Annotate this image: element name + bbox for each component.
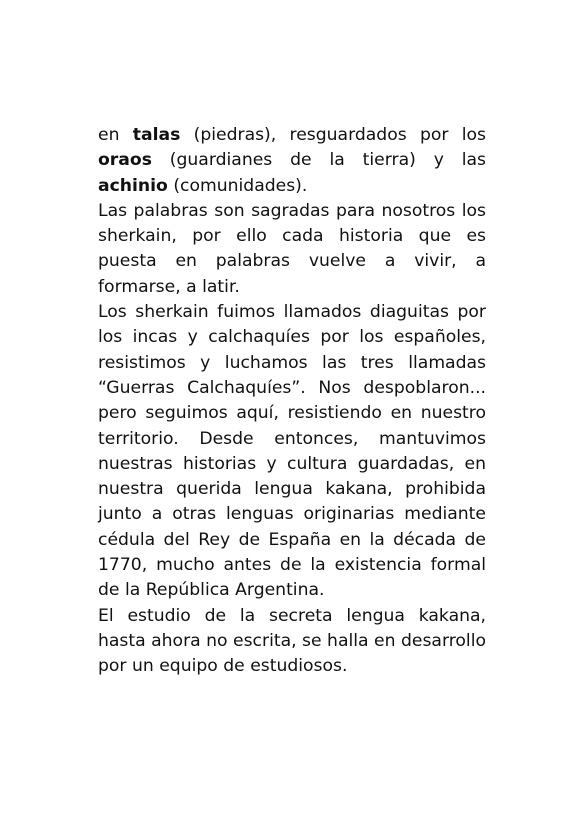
- paragraph-sacred-words: Las palabras son sagradas para nosotros los sherkain, por ello cada historia que es puesta en palabras vuelve a vivir, a formarse, a latir.: [98, 200, 486, 297]
- text-run: (comunidades).: [167, 175, 308, 196]
- paragraph-study: El estudio de la secreta lengua kakana, hasta ahora no escrita, se halla en desarrollo por un equipo de estudiosos.: [98, 605, 486, 677]
- term-talas: talas: [132, 125, 181, 145]
- text-run: (guardianes de la tierra) y las: [151, 150, 486, 171]
- text-run: (piedras), resguardados por los: [180, 125, 487, 145]
- paragraph-history: Los sherkain fuimos llamados diaguitas por los incas y calchaquíes por los españoles, resistimos y luchamos las tres llamadas “Guerras Calchaquíes”. Nos despoblaron... pero seguimos aquí, resistiendo en nuestro territorio. Desde entonces, mantuvimos nuestras historias y cultura guardadas, en nuestra querida lengua kakana, prohibida junto a otras lenguas originarias mediante cédula del Rey de España en la década de 1770, mucho antes de la existencia formal de la República Argentina.: [98, 302, 486, 601]
- text-run: en: [98, 125, 133, 145]
- body-text: [98, 123, 486, 680]
- paragraph-terms: [98, 123, 486, 199]
- term-oraos: oraos: [98, 150, 152, 171]
- term-achinio: achinio: [98, 175, 168, 196]
